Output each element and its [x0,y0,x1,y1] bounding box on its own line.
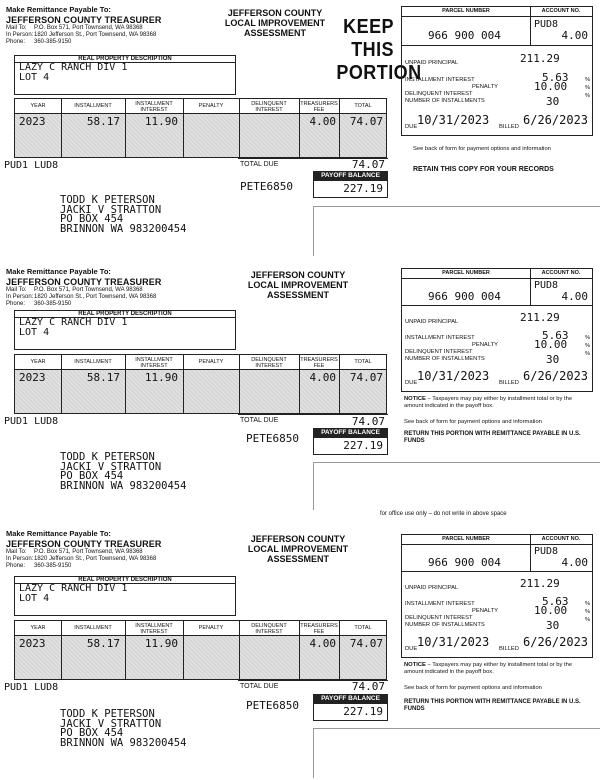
payoff-balance-label: PAYOFF BALANCE [313,694,388,703]
number-of-installments-label: NUMBER OF INSTALLMENTS [405,622,485,628]
percent-sign: % [585,93,591,99]
account-panel [401,534,593,658]
property-description-box [14,55,236,95]
reference-code: PETE6850 [246,699,299,712]
total-due-value: 74.07 [351,158,385,171]
percent-sign: % [585,601,591,607]
installment-interest-rate: 5.63 [542,71,569,84]
treasurer-name: JEFFERSON COUNTY TREASURER [6,277,162,287]
cell-year: 2023 [19,371,46,384]
remit-label: Make Remittance Payable To: [6,529,111,538]
agency-title: JEFFERSON COUNTY LOCAL IMPROVEMENT ASSESSMENT [247,534,349,564]
unpaid-principal-label: UNPAID PRINCIPAL [405,319,459,325]
penalty-label: PENALTY [472,84,498,90]
col-installment: INSTALLMENT [74,359,112,365]
due-label: DUE [405,124,418,130]
see-back-note: See back of form for payment options and information [404,419,542,425]
account-number-label: ACCOUNT NO. [541,270,581,276]
due-date: 10/31/2023 [417,369,490,383]
cell-installment-interest: 11.90 [144,637,178,650]
property-description-label: REAL PROPERTY DESCRIPTION [15,577,235,584]
number-of-installments: 30 [546,353,560,366]
reference-code: PETE6850 [246,432,299,445]
percent-sign: % [585,351,591,357]
installment-table [14,354,387,414]
account-number: PUD8 [534,19,559,30]
unpaid-principal-label: UNPAID PRINCIPAL [405,60,459,66]
district-code: PUD1 LUD8 [4,416,59,427]
due-label: DUE [405,380,418,386]
number-of-installments-label: NUMBER OF INSTALLMENTS [405,356,485,362]
penalty-rate: 10.00 [534,80,568,93]
payoff-balance-value: 227.19 [343,705,383,718]
installment-interest-rate: 5.63 [542,595,569,608]
property-description-box [14,310,236,350]
col-year: YEAR [30,359,46,365]
treasurer-address: Mail To: P.O. Box 571, Port Townsend, WA 98368 In Person:1820 Jefferson St., Port Townsend, WA 98368 Phone: 360-385-9150 [6,25,157,45]
cell-treasurers-fee: 4.00 [309,371,336,384]
cell-treasurers-fee: 4.00 [309,115,336,128]
due-label: DUE [405,646,418,652]
parcel-number-label: PARCEL NUMBER [442,270,490,276]
cell-installment-interest: 11.90 [144,371,178,384]
percent-sign: % [585,77,591,83]
account-amount: 4.00 [561,556,588,569]
col-penalty: PENALTY [198,625,224,631]
col-penalty: PENALTY [198,359,224,365]
unpaid-principal-label: UNPAID PRINCIPAL [405,585,459,591]
return-portion-note: RETURN THIS PORTION WITH REMITTANCE PAYABLE IN U.S. FUNDS [404,699,581,712]
cell-treasurers-fee: 4.00 [309,637,336,650]
office-use-note: for office use only – do not write in above space [380,511,507,517]
cell-total: 74.07 [349,637,383,650]
delinquent-interest-label: DELINQUENT INTEREST [405,349,473,355]
penalty-label: PENALTY [472,608,498,614]
retain-copy-note: RETAIN THIS COPY FOR YOUR RECORDS [413,166,554,173]
col-installment-interest: INSTALLMENT INTEREST [135,357,173,369]
treasurer-address: Mail To: P.O. Box 571, Port Townsend, WA 98368 In Person:1820 Jefferson St., Port Townsend, WA 98368 Phone: 360-385-9150 [6,549,157,569]
cell-installment: 58.17 [86,637,120,650]
account-panel [401,6,593,136]
total-due-value: 74.07 [351,680,385,693]
number-of-installments-label: NUMBER OF INSTALLMENTS [405,98,485,104]
account-number-label: ACCOUNT NO. [541,536,581,542]
total-due-value: 74.07 [351,415,385,428]
treasurer-address: Mail To: P.O. Box 571, Port Townsend, WA 98368 In Person:1820 Jefferson St., Port Townsend, WA 98368 Phone: 360-385-9150 [6,287,157,307]
installment-table [14,98,387,158]
due-date: 10/31/2023 [417,113,490,127]
col-total: TOTAL [354,625,372,631]
cell-installment-interest: 11.90 [144,115,178,128]
cell-total: 74.07 [349,115,383,128]
payoff-balance-box [313,180,388,198]
billed-date: 6/26/2023 [523,113,589,127]
cell-installment: 58.17 [86,371,120,384]
account-panel [401,268,593,392]
account-number: PUD8 [534,280,559,291]
percent-sign: % [585,85,591,91]
reference-code: PETE6850 [240,180,293,193]
billed-date: 6/26/2023 [523,635,589,649]
property-description-box [14,576,236,616]
property-description-label: REAL PROPERTY DESCRIPTION [15,56,235,63]
property-description: LAZY C RANCH DIV 1 LOT 4 [19,317,128,338]
payoff-balance-value: 227.19 [343,439,383,452]
installment-interest-label: INSTALLMENT INTEREST [405,77,475,83]
billed-label: BILLED [499,646,519,652]
percent-sign: % [585,335,591,341]
installment-table [14,620,387,680]
payoff-balance-label: PAYOFF BALANCE [313,171,388,180]
parcel-number-label: PARCEL NUMBER [442,8,490,14]
owner-address: TODD K PETERSON JACKI V STRATTON PO BOX 454 BRINNON WA 983200454 [60,451,187,492]
unpaid-principal: 211.29 [520,577,560,590]
parcel-number: 966 900 004 [428,556,501,569]
account-number: PUD8 [534,546,559,557]
number-of-installments: 30 [546,95,560,108]
total-due-label: TOTAL DUE [240,683,279,690]
col-installment-interest: INSTALLMENT INTEREST [135,623,173,635]
notice-text: NOTICE – Taxpayers may pay either by installment total or by the amount indicated in the payoff box. [404,396,573,409]
percent-sign: % [585,343,591,349]
district-code: PUD1 LUD8 [4,682,59,693]
payoff-balance-box [313,703,388,721]
owner-address: TODD K PETERSON JACKI V STRATTON PO BOX 454 BRINNON WA 983200454 [60,194,187,235]
delinquent-interest-label: DELINQUENT INTEREST [405,91,473,97]
treasurer-name: JEFFERSON COUNTY TREASURER [6,539,162,549]
col-total: TOTAL [354,359,372,365]
parcel-number: 966 900 004 [428,290,501,303]
cell-year: 2023 [19,115,46,128]
agency-title: JEFFERSON COUNTY LOCAL IMPROVEMENT ASSESSMENT [224,8,326,38]
keep-this-portion: KEEP THIS PORTION [336,16,422,84]
col-installment: INSTALLMENT [74,625,112,631]
col-delinquent-interest: DELINQUENT INTEREST [251,357,287,369]
col-delinquent-interest: DELINQUENT INTEREST [251,101,287,113]
payoff-balance-value: 227.19 [343,182,383,195]
billed-label: BILLED [499,124,519,130]
property-description: LAZY C RANCH DIV 1 LOT 4 [19,583,128,604]
installment-interest-rate: 5.63 [542,329,569,342]
agency-title: JEFFERSON COUNTY LOCAL IMPROVEMENT ASSESSMENT [247,270,349,300]
percent-sign: % [585,617,591,623]
col-treasurers-fee: TREASURERS FEE [300,623,338,635]
col-delinquent-interest: DELINQUENT INTEREST [251,623,287,635]
account-amount: 4.00 [561,290,588,303]
owner-address: TODD K PETERSON JACKI V STRATTON PO BOX 454 BRINNON WA 983200454 [60,708,187,749]
property-description-label: REAL PROPERTY DESCRIPTION [15,311,235,318]
cell-year: 2023 [19,637,46,650]
district-code: PUD1 LUD8 [4,160,59,171]
account-number-label: ACCOUNT NO. [541,8,581,14]
col-penalty: PENALTY [198,103,224,109]
remit-label: Make Remittance Payable To: [6,267,111,276]
col-treasurers-fee: TREASURERS FEE [300,101,338,113]
unpaid-principal: 211.29 [520,52,560,65]
total-due-label: TOTAL DUE [240,417,279,424]
penalty-rate: 10.00 [534,604,568,617]
col-installment: INSTALLMENT [74,103,112,109]
col-total: TOTAL [354,103,372,109]
col-year: YEAR [30,103,46,109]
number-of-installments: 30 [546,619,560,632]
payoff-balance-box [313,437,388,455]
penalty-label: PENALTY [472,342,498,348]
unpaid-principal: 211.29 [520,311,560,324]
percent-sign: % [585,609,591,615]
installment-interest-label: INSTALLMENT INTEREST [405,335,475,341]
cell-total: 74.07 [349,371,383,384]
col-installment-interest: INSTALLMENT INTEREST [135,101,173,113]
return-portion-note: RETURN THIS PORTION WITH REMITTANCE PAYABLE IN U.S. FUNDS [404,431,581,444]
parcel-number-label: PARCEL NUMBER [442,536,490,542]
billed-label: BILLED [499,380,519,386]
penalty-rate: 10.00 [534,338,568,351]
cell-installment: 58.17 [86,115,120,128]
property-description: LAZY C RANCH DIV 1 LOT 4 [19,62,128,83]
installment-interest-label: INSTALLMENT INTEREST [405,601,475,607]
parcel-number: 966 900 004 [428,29,501,42]
payoff-balance-label: PAYOFF BALANCE [313,428,388,437]
notice-text: NOTICE – Taxpayers may pay either by installment total or by the amount indicated in the payoff box. [404,662,573,675]
billed-date: 6/26/2023 [523,369,589,383]
col-year: YEAR [30,625,46,631]
remit-label: Make Remittance Payable To: [6,5,111,14]
account-amount: 4.00 [561,29,588,42]
due-date: 10/31/2023 [417,635,490,649]
see-back-note: See back of form for payment options and information [413,146,551,152]
col-treasurers-fee: TREASURERS FEE [300,357,338,369]
treasurer-name: JEFFERSON COUNTY TREASURER [6,15,162,25]
delinquent-interest-label: DELINQUENT INTEREST [405,615,473,621]
total-due-label: TOTAL DUE [240,161,279,168]
see-back-note: See back of form for payment options and information [404,685,542,691]
